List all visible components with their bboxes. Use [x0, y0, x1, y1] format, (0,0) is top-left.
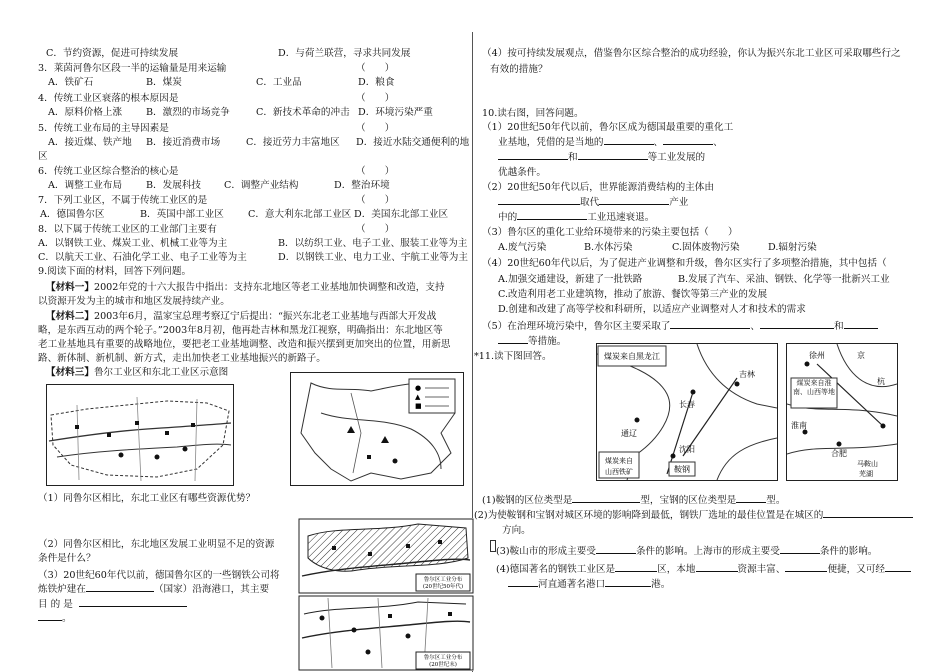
q11-s1 [482, 494, 785, 507]
q10-s2-line1: （2）20世纪50年代以后，世界能源消费结构的主体由 [482, 182, 714, 193]
city-shenyang: 沈阳 [679, 445, 695, 454]
q10-s4-option-b: B.发展了汽车、采油、钢铁、化学等一批新兴工业 [678, 274, 890, 285]
ruhr-region-map [46, 384, 234, 486]
q9-material-2-line3: 老工业基地具有重要的战略地位，要把老工业基地调整、改造和振兴摆到更加突出的位置，用新思 [38, 339, 451, 350]
material-1-label: 【材料一】 [46, 282, 94, 293]
q10-s3-option-d: D.辐射污染 [768, 242, 817, 253]
answer-blank[interactable] [670, 328, 750, 329]
q10-s1-line4: 优越条件。 [498, 167, 546, 178]
q11-stem: *11.读下图回答。 [474, 351, 552, 362]
q5-option-c: C．接近劳力丰富地区 [246, 137, 340, 148]
q3-option-a: A．铁矿石 [48, 77, 94, 88]
q11-s4-port: 港。 [651, 579, 671, 590]
q9-sub3-line4 [38, 612, 72, 625]
q10-s3-option-a: A.废气污染 [498, 242, 547, 253]
q6-option-d: D．整治环境 [334, 180, 390, 191]
answer-blank[interactable] [38, 620, 62, 621]
answer-blank[interactable] [578, 159, 648, 160]
map-box-shanxi: 山西铁矿 [605, 468, 633, 476]
q2-options [46, 47, 411, 60]
q9-material-1-cont: 以资源开发为主的城市和地区发展持续产业。 [38, 296, 230, 307]
q3-stem: 3．莱茵河鲁尔区段一半的运输量是用来运输 [38, 63, 227, 74]
legend-triangle: ▲ [415, 393, 421, 401]
q5-option-d: D．接近水陆交通便利的地 [356, 137, 470, 148]
q11-s4-text: (4)德国著名的钢铁工业区是 [496, 564, 616, 575]
answer-blank[interactable] [79, 606, 187, 607]
q9-sub2-line2: 条件是什么？ [38, 553, 96, 564]
answer-blank[interactable] [498, 159, 568, 160]
q10-s1-end: 等工业发展的 [647, 152, 706, 163]
q10-s2-replace: 取代 [580, 197, 600, 208]
q6-paren: （ ） [356, 166, 395, 177]
anshan-steel-map [596, 343, 778, 481]
q4-option-a: A．原料价格上涨 [48, 107, 123, 118]
q9-sub3-text-b: （国家）沿海港口，其主要 [153, 584, 270, 595]
q10-s2-line2 [498, 196, 688, 209]
q10-s1-line1: （1）20世纪50年代以前，鲁尔区成为德国最重要的重化工 [482, 122, 734, 133]
q11-s3-mid: 条件的影响。上海市的形成主要受 [635, 546, 780, 557]
city-angang: 鞍钢 [674, 465, 690, 474]
q3-option-c: C．工业品 [256, 77, 302, 88]
q4-option-b: B．激烈的市场竞争 [146, 107, 230, 118]
q4-paren: （ ） [356, 93, 395, 104]
q3-option-b: B．煤炭 [146, 77, 182, 88]
q10-s5-line2 [498, 335, 566, 348]
q9-sub3-end: 。 [62, 613, 72, 624]
q8-option-d: D．以钢铁工业、电力工业、宇航工业等为主 [278, 252, 468, 263]
answer-blank[interactable] [785, 571, 827, 572]
q10-s4-option-a: A.加强交通建设，新建了一批铁路 [498, 274, 643, 285]
q11-s1-end: 型。 [766, 495, 786, 506]
q9-material-1 [46, 281, 445, 294]
q11-s1-mid: 型，宝钢的区位类型是 [640, 495, 737, 506]
q9-stem: 9.阅读下面的材料，回答下列问题。 [38, 266, 192, 277]
answer-blank[interactable] [760, 328, 834, 329]
q10-s5-text: （5）在治理环境污染中，鲁尔区主要采取了 [482, 321, 671, 332]
q10-stem: 10.读右图，回答问题。 [482, 108, 584, 119]
q9-sub3-line2 [38, 583, 269, 596]
answer-blank[interactable] [736, 502, 766, 503]
q11-s4-river: 河直通著名港口 [538, 579, 606, 590]
q9-sub2-line1: （2）同鲁尔区相比，东北地区发展工业明显不足的资源 [38, 539, 275, 550]
answer-blank[interactable] [780, 553, 820, 554]
q11-s4-line2 [508, 578, 670, 591]
answer-blank[interactable] [596, 553, 636, 554]
material-1-text: 2002年党的十六大报告中指出：支持东北地区等老工业基地加快调整和改造，支持 [93, 282, 445, 293]
q11-s4 [496, 563, 911, 576]
city-jing: 京 [857, 351, 865, 360]
city-jilin: 吉林 [739, 370, 755, 379]
city-huainan: 淮南 [791, 421, 807, 430]
city-hefei: 合肥 [831, 449, 847, 458]
material-2-text: 2003年6月，温家宝总理考察辽宁后提出：“振兴东北老工业基地与西部大开发战 [93, 311, 437, 322]
q9-material-2-line4: 路、新体制、新机制、新方式，走出加快老工业基地振兴的新路子。 [38, 353, 326, 364]
city-tongliao: 通辽 [621, 429, 637, 438]
material-3-text: 鲁尔工业区和东北工业区示意图 [93, 367, 229, 378]
city-hang: 杭 [877, 377, 885, 386]
q11-s2-line2: 方向。 [502, 525, 531, 536]
q10-s3-option-c: C.固体废物污染 [672, 242, 740, 253]
city-maanshan: 马鞍山 [857, 460, 878, 468]
q6-option-b: B．发展科技 [146, 180, 202, 191]
q8-paren: （ ） [356, 224, 395, 235]
q9-sub3-text-c: 目 的 是 [38, 599, 73, 610]
q9-material-3 [46, 366, 228, 379]
q10-s1-and: 和 [568, 152, 578, 163]
q11-s4-convenient: 便捷，又可经 [827, 564, 886, 575]
answer-blank[interactable] [663, 144, 713, 145]
q8-option-a: A．以钢铁工业、煤炭工业、机械工业等为主 [38, 238, 228, 249]
city-xuzhou: 徐州 [809, 351, 825, 360]
q6-option-c: C．调整产业结构 [224, 180, 299, 191]
ruhr-industry-maps [298, 518, 474, 671]
northeast-china-map [290, 372, 464, 486]
q8-option-c: C．以航天工业、石油化学工业、电子工业等为主 [38, 252, 247, 263]
q10-s5-and: 和 [833, 321, 844, 332]
answer-blank[interactable] [508, 586, 538, 587]
answer-blank[interactable] [696, 571, 738, 572]
q10-s5-end: 等措施。 [528, 336, 567, 347]
q3-paren: （ ） [356, 63, 395, 74]
q9-sub1: （1）同鲁尔区相比，东北工业区有哪些资源优势？ [38, 493, 256, 504]
q5-option-a: A．接近煤、铁产地 [48, 137, 132, 148]
q11-s4-rich: 资源丰富、 [737, 564, 786, 575]
answer-blank[interactable] [844, 328, 878, 329]
q5-paren: （ ） [356, 123, 395, 134]
q5-option-b: B．接近消费市场 [146, 137, 221, 148]
q2-option-d: D．与荷兰联营，寻求共同发展 [278, 48, 411, 59]
answer-blank[interactable] [572, 502, 640, 503]
answer-blank[interactable] [498, 343, 528, 344]
q7-paren: （ ） [356, 195, 395, 206]
baosteel-map [786, 343, 898, 481]
q5-stem: 5．传统工业布局的主导因素是 [38, 123, 169, 134]
q9-sub3-text-a: 炼铁炉建在 [38, 584, 86, 595]
map-box-coal: 煤炭来自 [605, 457, 633, 465]
q10-s5-sep: 、 [750, 321, 760, 332]
q7-option-b: B．英国中部工业区 [140, 209, 224, 220]
answer-blank[interactable] [498, 204, 580, 205]
q10-s2-end: 工业迅速衰退。 [587, 212, 655, 223]
q4-option-d: D．环境污染严重 [358, 107, 433, 118]
q11-s3-end: 条件的影响。 [819, 546, 878, 557]
q2-option-c: C．节约资源，促进可持续发展 [46, 48, 179, 59]
answer-blank[interactable] [517, 219, 587, 220]
ruhr-map-bottom-label: 鲁尔区工业分布(20世纪末) [423, 655, 463, 668]
material-2-label: 【材料二】 [46, 311, 94, 322]
answer-blank[interactable] [615, 571, 657, 572]
q11-s2-text: (2)为使鞍钢和宝钢对城区环境的影响降到最低，钢铁厂选址的最佳位置是在城区的 [474, 510, 824, 521]
q10-s2-industry: 产业 [669, 197, 689, 208]
q11-s4-local: 区，本地 [657, 564, 696, 575]
answer-blank[interactable] [823, 517, 913, 518]
q4-stem: 4．传统工业区衰落的根本原因是 [38, 93, 179, 104]
q9-material-2 [46, 310, 436, 323]
q9-sub3-line1: （3）20世纪60年代以前，德国鲁尔区的一些钢铁公司将 [38, 570, 280, 581]
q9-material-2-line2: 略，是东西互动的两个轮子。”2003年8月初，他再赴吉林和黑龙江视察，明确指出：东北地区等 [38, 325, 443, 336]
q5-wrap: 区 [38, 151, 48, 162]
q10-s4-option-d: D.创建和改建了高等学校和科研所，以适应产业调整对人才和技术的需求 [498, 304, 806, 315]
q7-option-d: D．美国东北部工业区 [354, 209, 449, 220]
q11-s1-text: (1)鞍钢的区位类型是 [482, 495, 573, 506]
q9-sub4-line2: 有效的措施？ [490, 64, 548, 75]
answer-blank[interactable] [86, 591, 154, 592]
q10-s3: （3）鲁尔区的重化工业给环境带来的污染主要包括（ ） [482, 227, 738, 238]
city-wuhu: 芜湖 [859, 470, 873, 478]
q6-stem: 6．传统工业区综合整治的核心是 [38, 166, 179, 177]
q7-option-a: A．德国鲁尔区 [40, 209, 105, 220]
q10-s2-line3 [498, 211, 654, 224]
q9-sub4-line1: （4）按可持续发展观点，借鉴鲁尔区综合整治的成功经验，你认为振兴东北工业区可采取哪些行之 [482, 48, 901, 59]
q4-option-c: C．新技术革命的冲击 [256, 107, 350, 118]
q10-s4-option-c: C.改造利用老工业建筑物，推动了旅游、餐饮等第三产业的发展 [498, 289, 768, 300]
ruhr-map-top-label: 鲁尔区工业分布(20世纪50年代) [422, 577, 464, 590]
q11-s2 [474, 509, 913, 522]
map-box-heilongjiang: 煤炭来自黑龙江 [604, 352, 660, 361]
legend-square: ■ [415, 402, 422, 410]
q10-s1-line3 [498, 151, 705, 164]
q10-s5-line1 [482, 320, 878, 333]
q10-s4: （4）20世纪60年代以后，为了促进产业调整和升级，鲁尔区实行了多项整治措施，其中包括（ [482, 258, 887, 269]
q10-s2-in: 中的 [498, 212, 518, 223]
answer-blank[interactable] [885, 571, 911, 572]
q7-option-c: C．意大利东北部工业区 [248, 209, 352, 220]
q8-stem: 8．以下属于传统工业区的工业部门主要有 [38, 224, 217, 235]
legend-dot: ● [415, 384, 422, 392]
q6-option-a: A．调整工业布局 [48, 180, 123, 191]
q10-s3-option-b: B.水体污染 [584, 242, 633, 253]
q3-option-d: D．粮食 [358, 77, 395, 88]
material-3-label: 【材料三】 [46, 367, 94, 378]
answer-blank[interactable] [604, 144, 654, 145]
q7-stem: 7．下列工业区，不属于传统工业区的是 [38, 195, 208, 206]
q9-sub3-line3 [38, 598, 187, 611]
q11-s3 [496, 545, 877, 558]
q10-s1-line2: 业基地，凭借的是当地的 、 、 [498, 137, 723, 148]
map-box-huainan: 煤炭来自淮南、山西等地 [793, 379, 835, 396]
answer-blank[interactable] [605, 586, 651, 587]
q10-s1-text: 业基地，凭借的是当地的 [498, 137, 604, 148]
answer-blank[interactable] [599, 204, 669, 205]
q8-option-b: B．以纺织工业、电子工业、服装工业等为主 [278, 238, 468, 249]
q11-s3-text: (3)鞍山市的形成主要受 [496, 546, 596, 557]
city-changchun: 长春 [679, 400, 695, 409]
